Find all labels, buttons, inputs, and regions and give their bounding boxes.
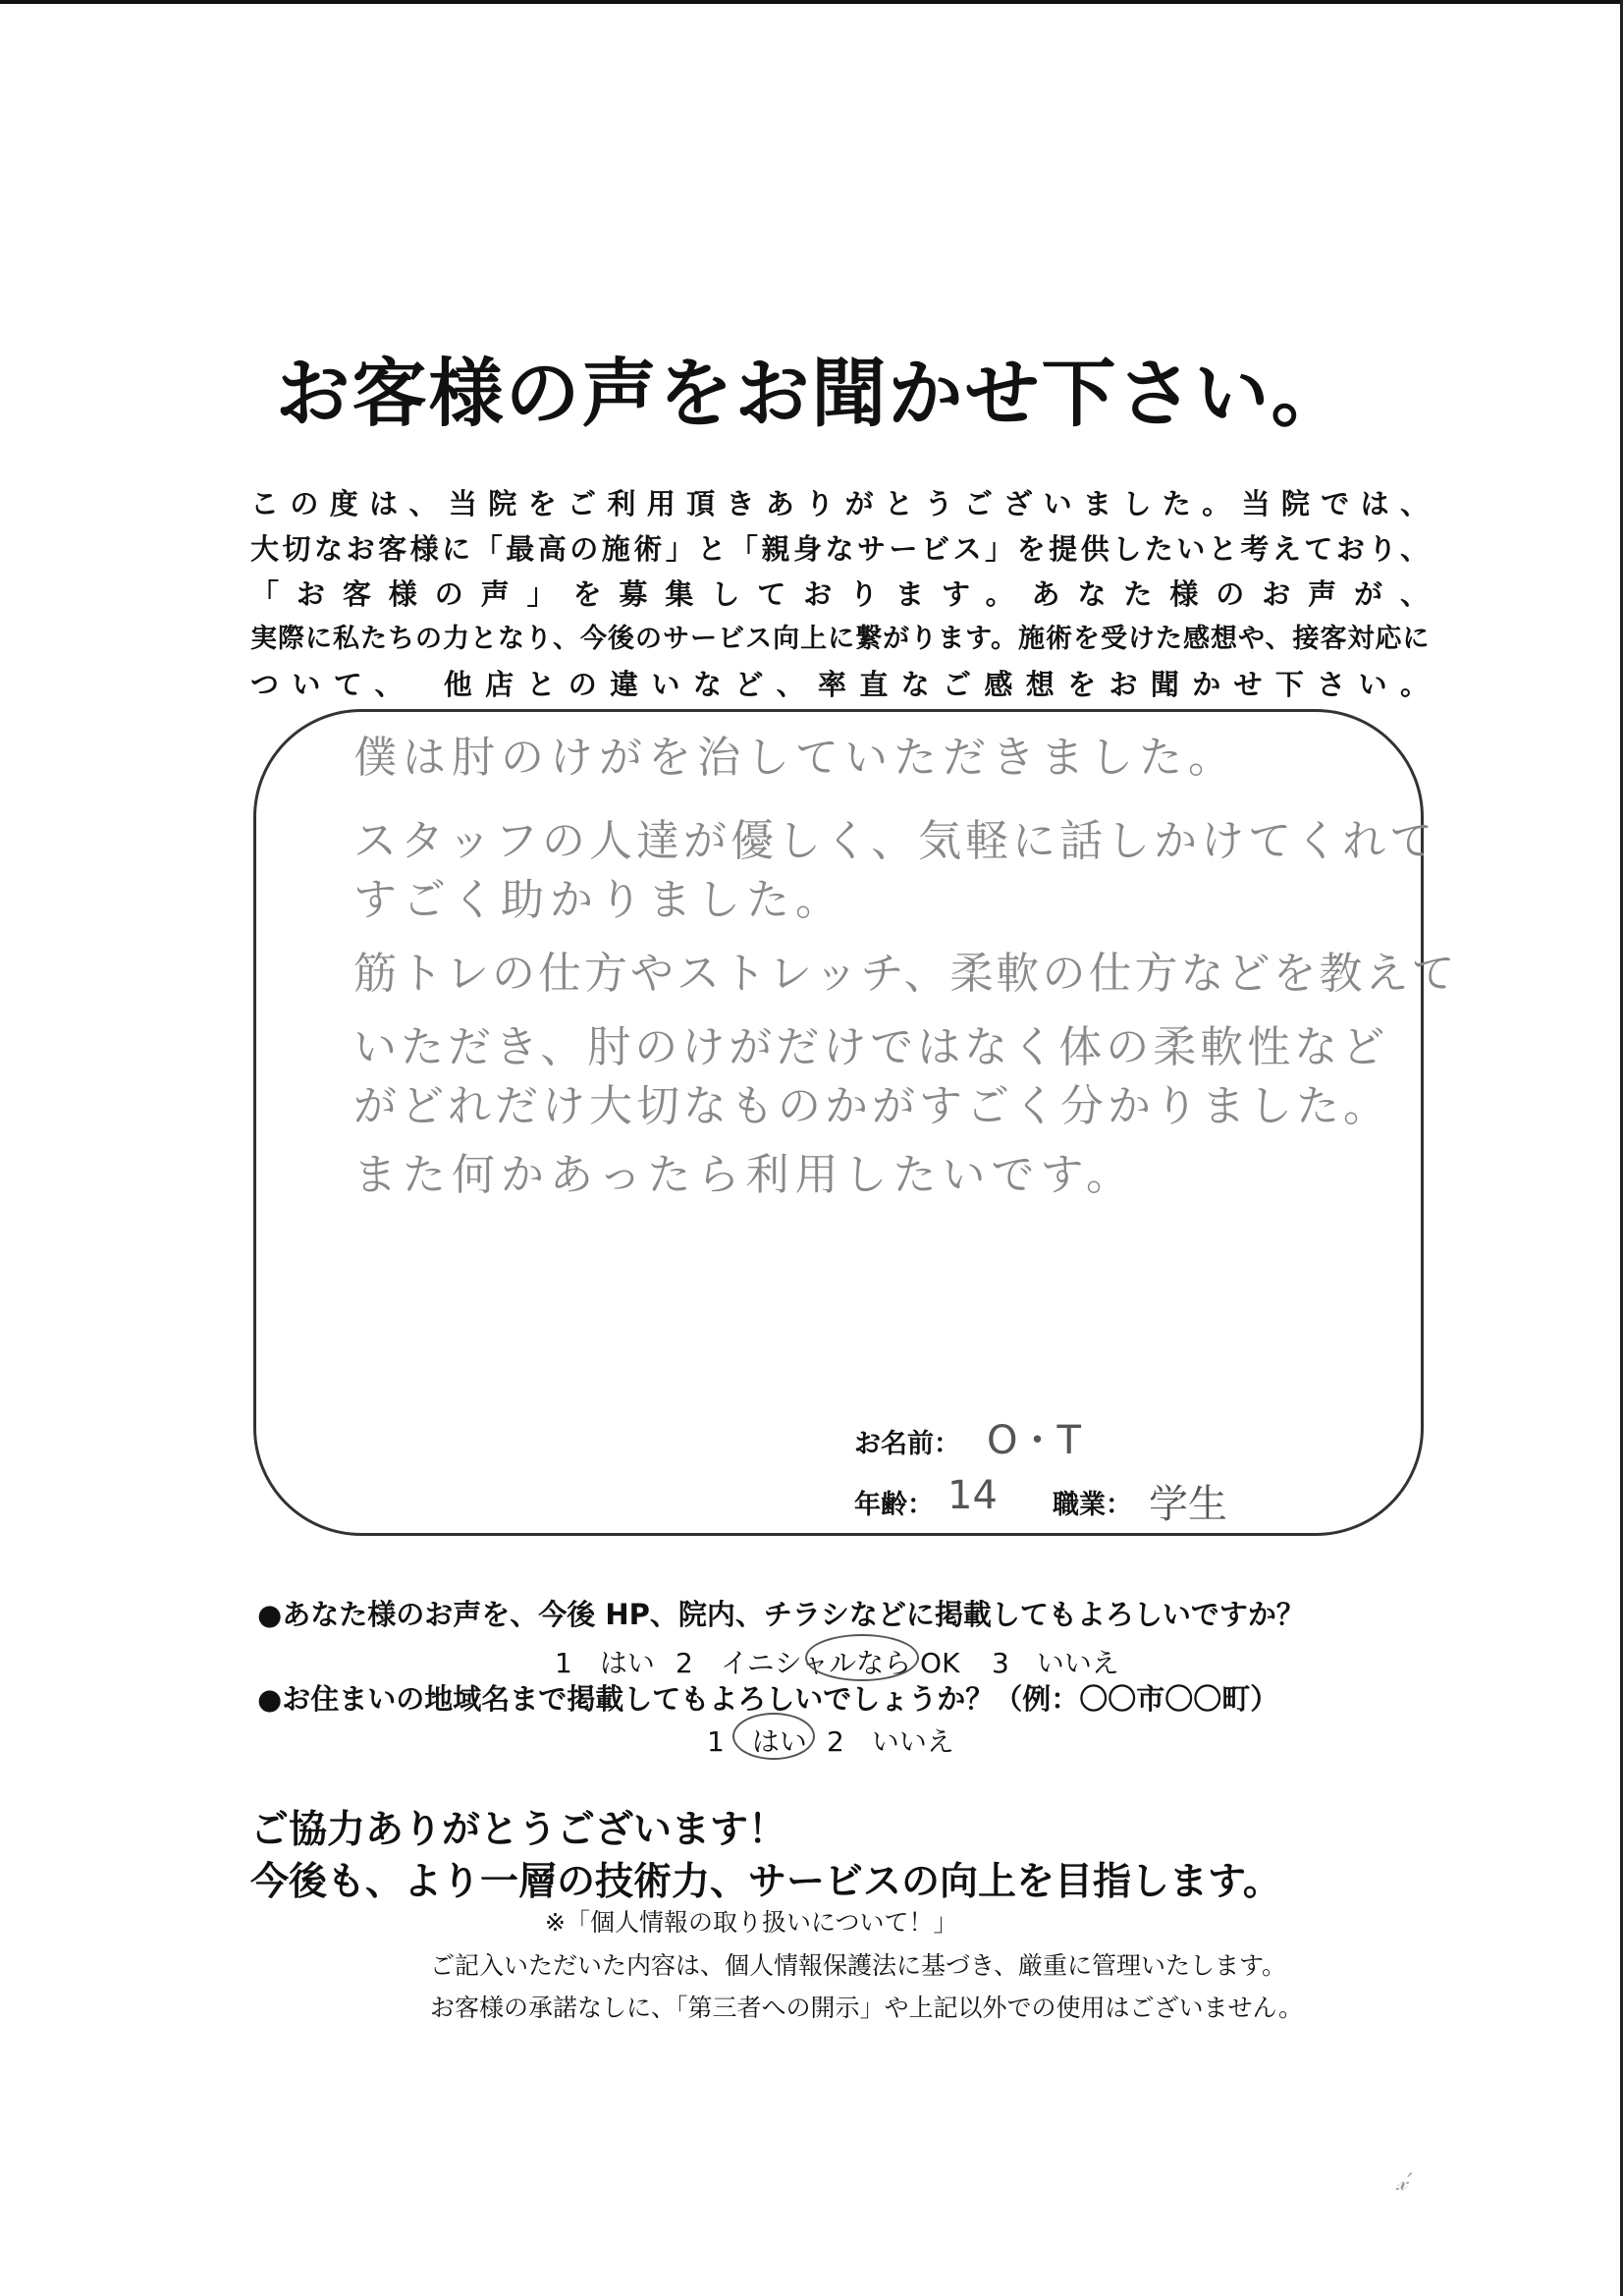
job-value: 学生 — [1149, 1482, 1227, 1527]
intro-line: 実際に私たちの力となり、今後のサービス向上に繋がります。施術を受けた感想や、接客対応に — [250, 624, 1429, 654]
privacy-heading: ※「個人情報の取り扱いについて！」 — [545, 1908, 958, 1937]
q1-option-no[interactable]: 3 いいえ — [992, 1647, 1119, 1679]
age-label: 年齢： — [854, 1490, 934, 1520]
question-area-permission: ●お住まいの地域名まで掲載してもよろしいでしょうか？（例：〇〇市〇〇町） — [257, 1682, 1279, 1716]
q1-selection-circle — [805, 1634, 919, 1681]
scan-edge-top — [0, 0, 1623, 4]
handwritten-comment-line: 筋トレの仕方やストレッチ、柔軟の仕方などを教えて — [353, 949, 1458, 999]
thanks-line: ご協力ありがとうございます！ — [250, 1808, 787, 1852]
question-publish-permission: ●あなた様のお声を、今後 HP、院内、チラシなどに掲載してもよろしいですか？ — [257, 1598, 1305, 1631]
privacy-text: お客様の承諾なしに、「第三者への開示」や上記以外での使用はございません。 — [430, 1994, 1304, 2022]
intro-paragraph — [250, 481, 1429, 707]
handwritten-comment-line: スタッフの人達が優しく、気軽に話しかけてくれて — [353, 816, 1437, 866]
q1-option-yes[interactable]: 1 はい — [555, 1647, 655, 1679]
thanks-line: 今後も、より一層の技術力、サービスの向上を目指します。 — [250, 1860, 1281, 1904]
q2-option-no[interactable]: 2 いいえ — [827, 1725, 954, 1758]
q1-option-initials-ok[interactable]: 2 イニシャルなら OK — [676, 1647, 960, 1679]
page-title: お客様の声をお聞かせ下さい。 — [275, 350, 1348, 437]
q2-option-yes[interactable]: 1 はい — [707, 1725, 807, 1758]
intro-line: 「お客様の声」を募集しております。あなた様のお声が、 — [250, 577, 1429, 611]
job-label: 職業： — [1053, 1490, 1132, 1520]
age-value: 14 — [947, 1473, 998, 1518]
intro-line: この度は、当院をご利用頂きありがとうございました。当院では、 — [250, 487, 1429, 520]
handwritten-comment-line: がどれだけ大切なものかがすごく分かりました。 — [353, 1081, 1390, 1131]
handwritten-comment-line: 僕は肘のけがを治していただきました。 — [353, 733, 1237, 783]
intro-line: 大切なお客様に「最高の施術」と「親身なサービス」を提供したいと考えており、 — [250, 532, 1429, 566]
name-value: O・T — [987, 1418, 1081, 1463]
margin-scribble: 𝓍′ — [1396, 2168, 1413, 2196]
handwritten-comment-line: すごく助かりました。 — [353, 875, 844, 925]
privacy-text: ご記入いただいた内容は、個人情報保護法に基づき、厳重に管理いたします。 — [430, 1951, 1287, 1980]
q2-selection-circle — [732, 1713, 815, 1760]
handwritten-comment-line: いただき、肘のけがだけではなく体の柔軟性など — [353, 1022, 1389, 1072]
intro-line: ついて、 他店との違いなど、率直なご感想をお聞かせ下さい。 — [250, 668, 1429, 701]
handwritten-comment-line: また何かあったら利用したいです。 — [353, 1150, 1136, 1200]
name-label: お名前： — [854, 1429, 960, 1459]
